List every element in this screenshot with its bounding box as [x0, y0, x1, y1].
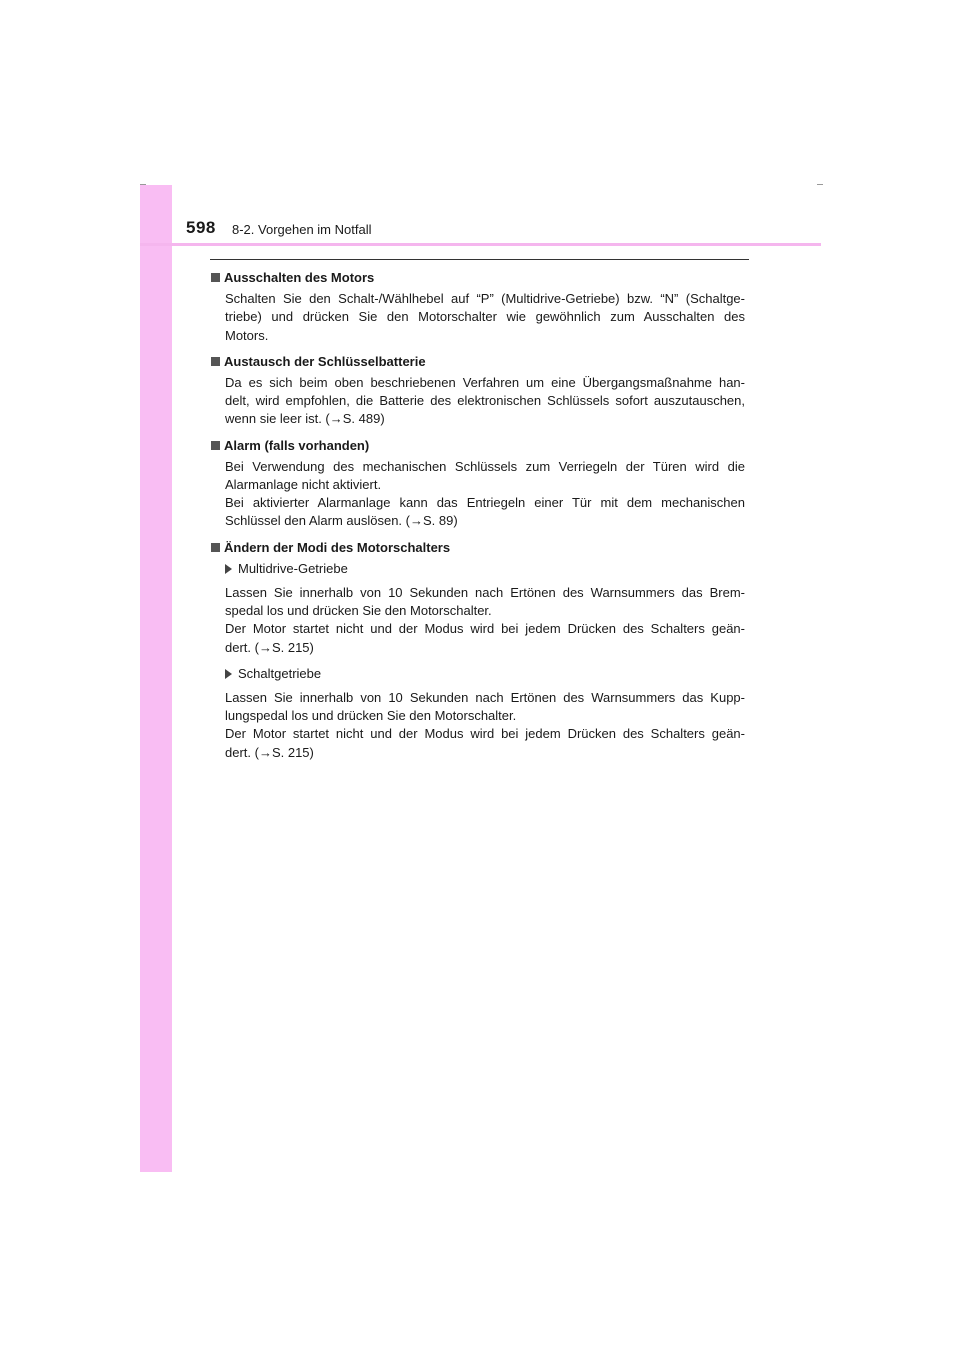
page-number: 598 — [186, 218, 216, 237]
square-bullet-icon — [211, 357, 220, 366]
crop-mark-right — [817, 184, 823, 185]
paragraph-key-battery: Da es sich beim oben beschriebenen Verfahren um eine Übergangsmaßnahme han- delt, wird empfohlen, die Batterie des elektronischen Schlüssels sofort auszutauschen, wenn sie leer ist. (→S. 489) — [225, 375, 745, 427]
heading-switch-modes: Ändern der Modi des Motorschalters — [211, 539, 745, 557]
paragraph-multidrive: Lassen Sie innerhalb von 10 Sekunden nach Ertönen des Warnsummers das Brem- spedal los und drücken Sie den Motorschalter. Der Motor startet nicht und der Modus wird bei jedem Drücken des Schalters geän- dert. (→S. 215) — [225, 585, 745, 655]
square-bullet-icon — [211, 441, 220, 450]
pink-side-tab — [140, 185, 172, 1172]
triangle-bullet-icon — [225, 669, 232, 679]
paragraph-engine-off: Schalten Sie den Schalt-/Wählhebel auf “P” (Multidrive-Getriebe) bzw. “N” (Schaltge- triebe) und drücken Sie den Motorschalter wie gewöhnlich zum Ausschalten des Motors. — [225, 291, 745, 343]
paragraph-alarm: Bei Verwendung des mechanischen Schlüssels zum Verriegeln der Türen wird die Alarmanlage nicht aktiviert. Bei aktivierter Alarmanlage kann das Entriegeln einer Tür mit dem mechanischen Schlüssel den Alarm auslösen. (→S. 89) — [225, 458, 745, 529]
heading-key-battery: Austausch der Schlüsselbatterie — [211, 353, 745, 371]
sub-heading-multidrive: Multidrive-Getriebe — [211, 560, 745, 578]
section-title: 8-2. Vorgehen im Notfall — [232, 222, 372, 237]
heading-engine-off: Ausschalten des Motors — [211, 269, 745, 287]
crop-mark-left — [140, 184, 146, 185]
content-rule — [210, 259, 749, 260]
sub-heading-manual: Schaltgetriebe — [211, 665, 745, 683]
triangle-bullet-icon — [225, 564, 232, 574]
header-rule — [140, 243, 821, 246]
paragraph-manual: Lassen Sie innerhalb von 10 Sekunden nach Ertönen des Warnsummers das Kupp- lungspedal los und drücken Sie den Motorschalter. Der Motor startet nicht und der Modus wird bei jedem Drücken des Schalters geän- dert. (→S. 215) — [225, 690, 745, 760]
square-bullet-icon — [211, 273, 220, 282]
page-content — [211, 269, 745, 770]
square-bullet-icon — [211, 543, 220, 552]
heading-alarm: Alarm (falls vorhanden) — [211, 437, 745, 455]
